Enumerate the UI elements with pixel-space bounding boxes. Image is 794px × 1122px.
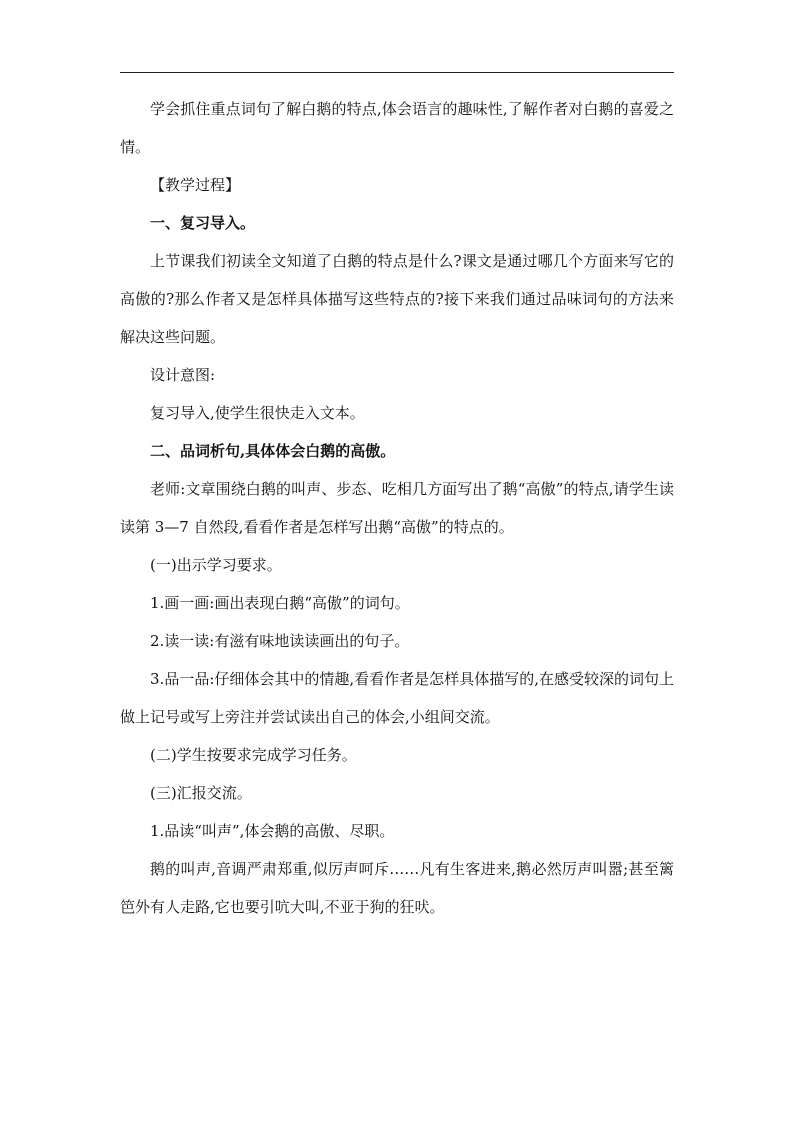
paragraph-process-heading: 【教学过程】 (150, 176, 241, 194)
paragraph-goose-call: 鹅的叫声,音调严肃郑重,似厉声呵斥……凡有生客进来,鹅必然厉声叫嚣;甚至篱笆外有人走路,它也要引吭大叫,不亚于狗的狂吠。 (120, 860, 674, 916)
paragraph-review-intro: 上节课我们初读全文知道了白鹅的特点是什么?课文是通过哪几个方面来写它的高傲的?那么作者又是怎样具体描写这些特点的?接下来我们通过品味词句的方法来解决这些问题。 (120, 252, 674, 346)
paragraph-design-intent: 复习导入,使学生很快走入文本。 (150, 404, 365, 422)
paragraph-objective: 学会抓住重点词句了解白鹅的特点,体会语言的趣味性,了解作者对白鹅的喜爱之情。 (120, 100, 674, 156)
section-heading-analysis: 二、品词析句,具体体会白鹅的高傲。 (150, 442, 396, 460)
paragraph-step-one: (一)出示学习要求。 (150, 556, 282, 574)
list-item-call: 1.品读“叫声”,体会鹅的高傲、尽职。 (150, 822, 395, 840)
document-body (120, 90, 674, 926)
paragraph-step-three: (三)汇报交流。 (150, 784, 252, 802)
list-item-savor: 3.品一品:仔细体会其中的情趣,看看作者是怎样具体描写的,在感受较深的词句上做上记号或写上旁注并尝试读出自己的体会,小组间交流。 (120, 670, 674, 726)
section-heading-review: 一、复习导入。 (150, 214, 256, 232)
paragraph-teacher-prompt: 老师:文章围绕白鹅的叫声、步态、吃相几方面写出了鹅“高傲”的特点,请学生读读第 3—7 自然段,看看作者是怎样写出鹅“高傲”的特点的。 (120, 480, 674, 536)
paragraph-design-intent-label: 设计意图: (150, 366, 216, 384)
list-item-draw: 1.画一画:画出表现白鹅“高傲”的词句。 (150, 594, 410, 612)
list-item-read: 2.读一读:有滋有味地读读画出的句子。 (150, 632, 410, 650)
paragraph-step-two: (二)学生按要求完成学习任务。 (150, 746, 357, 764)
header-rule (120, 72, 674, 73)
